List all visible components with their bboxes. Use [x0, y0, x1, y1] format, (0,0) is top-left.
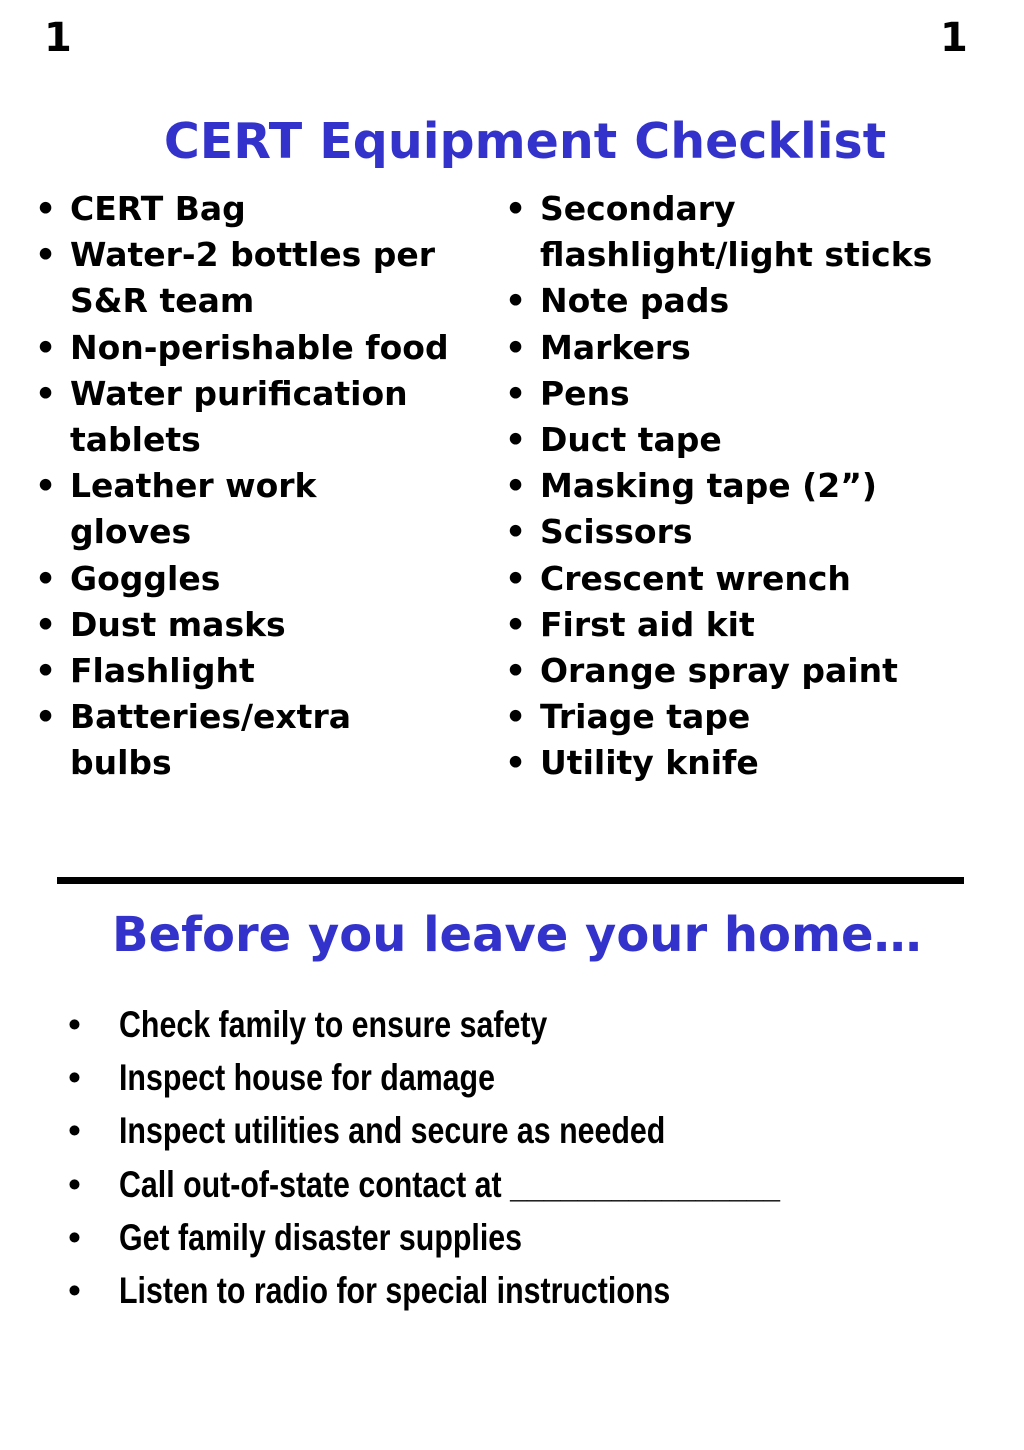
checklist-item-text: Batteries/extra — [70, 697, 351, 737]
checklist-item — [35, 371, 503, 463]
home-list-item-text: Check family to ensure safety — [119, 1004, 548, 1045]
home-list-item — [60, 1211, 925, 1264]
checklist-item — [35, 463, 503, 555]
checklist-item-text: bulbs — [70, 743, 172, 783]
checklist-item-text: Pens — [540, 373, 630, 413]
checklist-item-text: Markers — [540, 327, 691, 367]
bullet-icon: • — [68, 1163, 81, 1205]
home-list-item — [60, 1051, 925, 1104]
bullet-icon: • — [505, 697, 527, 737]
bullet-icon: • — [68, 1110, 81, 1152]
home-list-item-text: Listen to radio for special instructions — [119, 1270, 671, 1312]
checklist-item — [35, 232, 503, 324]
checklist-item-text: CERT Bag — [70, 189, 246, 228]
checklist-item-text: Leather work — [70, 466, 317, 506]
bullet-icon: • — [505, 651, 527, 691]
home-list-item — [60, 1104, 925, 1157]
bullet-icon: • — [35, 697, 57, 737]
bullet-icon: • — [505, 743, 527, 783]
bullet-icon: • — [505, 189, 527, 228]
checklist-item-text: Utility knife — [540, 743, 759, 783]
checklist-item — [35, 556, 503, 602]
checklist-item-text: Duct tape — [540, 420, 722, 460]
home-list-item-text: Get family disaster supplies — [119, 1216, 523, 1258]
bullet-icon: • — [505, 512, 527, 552]
before-leaving-list — [60, 998, 925, 1317]
checklist-item-text: Secondary — [540, 189, 736, 228]
bullet-icon: • — [35, 373, 57, 413]
bullet-icon: • — [35, 651, 57, 691]
checklist-item-text: Flashlight — [70, 651, 255, 691]
checklist-item-text: Non-perishable food — [70, 327, 449, 367]
checklist-item — [35, 325, 503, 371]
checklist-item — [505, 509, 1020, 555]
checklist-item — [505, 371, 1020, 417]
section-heading: Before you leave your home… — [112, 907, 922, 963]
home-list-item — [60, 1158, 925, 1211]
checklist-item — [35, 694, 503, 786]
checklist-item-text: First aid kit — [540, 604, 755, 644]
bullet-icon: • — [505, 420, 527, 460]
bullet-icon: • — [505, 281, 527, 321]
home-list-item-text: Call out-of-state contact at ________________ — [119, 1163, 781, 1205]
home-list-item — [60, 1264, 925, 1317]
checklist-item-text: Triage tape — [540, 697, 751, 737]
checklist-item — [35, 648, 503, 694]
bullet-icon: • — [505, 558, 527, 598]
bullet-icon: • — [35, 558, 57, 598]
checklist-item-text: gloves — [70, 512, 192, 552]
bullet-icon: • — [35, 235, 57, 275]
bullet-icon: • — [68, 1057, 81, 1099]
checklist-item — [505, 186, 1020, 278]
section-divider — [57, 877, 964, 884]
bullet-icon: • — [68, 1004, 81, 1045]
bullet-icon: • — [35, 327, 57, 367]
checklist-item-text: Orange spray paint — [540, 651, 898, 691]
checklist-item-text: S&R team — [70, 281, 255, 321]
page-number-right: 1 — [940, 15, 968, 61]
checklist-item — [505, 463, 1020, 509]
checklist-item-text: Water-2 bottles per — [70, 235, 436, 275]
home-list-item-text: Inspect utilities and secure as needed — [119, 1110, 666, 1152]
checklist-item-text: flashlight/light sticks — [540, 235, 933, 275]
checklist-item — [505, 648, 1020, 694]
bullet-icon: • — [505, 466, 527, 506]
bullet-icon: • — [35, 189, 57, 228]
checklist-item — [35, 602, 503, 648]
checklist-item — [505, 278, 1020, 324]
bullet-icon: • — [505, 373, 527, 413]
checklist-item-text: Masking tape (2”) — [540, 466, 877, 506]
checklist-item — [505, 417, 1020, 463]
equipment-list-right — [505, 186, 1020, 787]
page-title: CERT Equipment Checklist — [163, 113, 887, 170]
bullet-icon: • — [505, 604, 527, 644]
checklist-item — [505, 602, 1020, 648]
checklist-item — [505, 740, 1020, 786]
checklist-item — [505, 325, 1020, 371]
checklist-item-text: Crescent wrench — [540, 558, 851, 598]
bullet-icon: • — [68, 1216, 81, 1258]
bullet-icon: • — [505, 327, 527, 367]
bullet-icon: • — [35, 466, 57, 506]
checklist-item-text: Goggles — [70, 558, 221, 598]
checklist-item-text: Note pads — [540, 281, 730, 321]
equipment-list-left — [35, 186, 503, 787]
checklist-item-text: Dust masks — [70, 604, 286, 644]
home-list-item — [60, 998, 925, 1051]
checklist-item-text: Water purification — [70, 373, 408, 413]
checklist-item — [505, 556, 1020, 602]
checklist-item-text: Scissors — [540, 512, 693, 552]
checklist-item-text: tablets — [70, 420, 201, 460]
page-number-left: 1 — [44, 15, 72, 61]
home-list-item-text: Inspect house for damage — [119, 1057, 495, 1099]
bullet-icon: • — [35, 604, 57, 644]
checklist-item — [505, 694, 1020, 740]
bullet-icon: • — [68, 1270, 81, 1312]
checklist-item — [35, 186, 503, 232]
